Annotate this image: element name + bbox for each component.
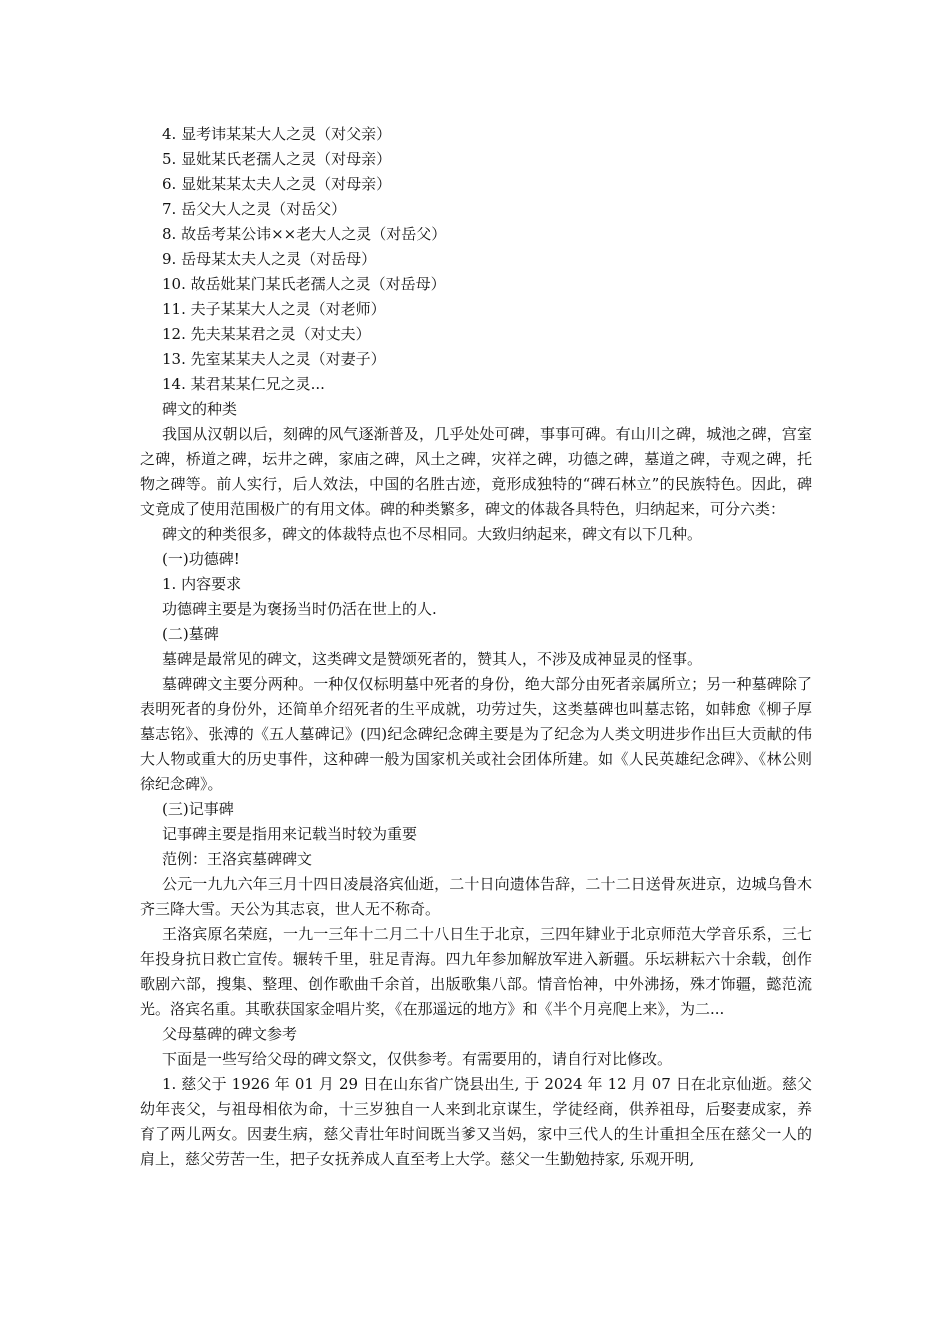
parents-paragraph-1: 1. 慈父于 1926 年 01 月 29 日在山东省广饶县出生, 于 2024 年 12 月 07 日在北京仙逝。慈父幼年丧父，与祖母相依为命，十三岁独自一人来到北京谋生，学徒经商，供养祖母，后娶妻成家，养育了两儿两女。因妻生病，慈父青壮年时间既当爹又当妈，家中三代人的生计重担全压在慈父一人的肩上，慈父劳苦一生，把子女抚养成人直至考上大学。慈父一生勤勉持家, 乐观开明, <box>140 1075 812 1168</box>
merit-stele-text: 功德碑主要是为褒扬当时仍活在世上的人. <box>162 600 437 618</box>
section-heading-types: 碑文的种类 <box>162 400 238 418</box>
list-item: 9. 岳母某太夫人之灵（对岳母） <box>162 250 377 268</box>
list-item: 7. 岳父大人之灵（对岳父） <box>162 200 347 218</box>
intro-paragraph: 我国从汉朝以后，刻碑的风气逐渐普及，几乎处处可碑，事事可碑。有山川之碑，城池之碑，宫室之碑，桥道之碑，坛井之碑，家庙之碑，风土之碑，灾祥之碑，功德之碑，墓道之碑，寺观之碑，托物之碑等。前人实行，后人效法，中国的名胜古迹，竟形成独特的“碑石林立”的民族特色。因此，碑文竟成了使用范围极广的有用文体。碑的种类繁多，碑文的体裁各具特色，归纳起来，可分六类： <box>140 425 812 518</box>
example-title: 范例：王洛宾墓碑碑文 <box>162 850 313 868</box>
document-body <box>140 122 812 1172</box>
parents-section-title: 父母墓碑的碑文参考 <box>162 1025 298 1043</box>
summary-paragraph: 碑文的种类很多，碑文的体裁特点也不尽相同。大致归纳起来，碑文有以下几种。 <box>162 525 703 543</box>
parents-intro: 下面是一些写给父母的碑文祭文，仅供参考。有需要用的，请自行对比修改。 <box>162 1050 673 1068</box>
list-item: 6. 显妣某某太夫人之灵（对母亲） <box>162 175 392 193</box>
section-title-tombstone: (二)墓碑 <box>162 625 219 643</box>
list-item: 12. 先夫某某君之灵（对丈夫） <box>162 325 371 343</box>
tombstone-text-2: 墓碑碑文主要分两种。一种仅仅标明墓中死者的身份，绝大部分由死者亲属所立；另一种墓碑除了表明死者的身份外，还简单介绍死者的生平成就，功劳过失，这类墓碑也叫墓志铭，如韩愈《柳子厚墓志铭》、张溥的《五人墓碑记》(四)纪念碑纪念碑主要是为了纪念为人类文明进步作出巨大贡献的伟大人物或重大的历史事件，这种碑一般为国家机关或社会团体所建。如《人民英雄纪念碑》、《林公则徐纪念碑》。 <box>140 675 812 793</box>
example-paragraph-1: 公元一九九六年三月十四日凌晨洛宾仙逝，二十日向遗体告辞，二十二日送骨灰进京，边城乌鲁木齐三降大雪。天公为其志哀，世人无不称奇。 <box>140 875 812 918</box>
section-title-merit-stele: (一)功德碑! <box>162 550 240 568</box>
tombstone-text-1: 墓碑是最常见的碑文，这类碑文是赞颂死者的，赞其人，不涉及成神显灵的怪事。 <box>162 650 703 668</box>
list-item: 10. 故岳妣某门某氏老孺人之灵（对岳母） <box>162 275 446 293</box>
list-item: 8. 故岳考某公讳××老大人之灵（对岳父） <box>162 225 447 243</box>
subsection-title-content: 1. 内容要求 <box>162 575 242 593</box>
record-stele-text: 记事碑主要是指用来记载当时较为重要 <box>162 825 418 843</box>
section-title-record-stele: (三)记事碑 <box>162 800 234 818</box>
list-item: 14. 某君某某仁兄之灵... <box>162 375 325 393</box>
list-item: 13. 先室某某夫人之灵（对妻子） <box>162 350 386 368</box>
list-item: 5. 显妣某氏老孺人之灵（对母亲） <box>162 150 392 168</box>
example-paragraph-2: 王洛宾原名荣庭，一九一三年十二月二十八日生于北京，三四年肄业于北京师范大学音乐系，三七年投身抗日救亡宣传。辗转千里，驻足青海。四九年参加解放军进入新疆。乐坛耕耘六十余载，创作歌剧六部，搜集、整理、创作歌曲千余首，出版歌集八部。情音怡神，中外沸扬，殊才饰疆，懿范流光。洛宾名重。其歌获国家金唱片奖，《在那遥远的地方》和《半个月亮爬上来》，为二... <box>140 925 812 1018</box>
list-item: 11. 夫子某某大人之灵（对老师） <box>162 300 386 318</box>
list-item: 4. 显考讳某某大人之灵（对父亲） <box>162 125 392 143</box>
